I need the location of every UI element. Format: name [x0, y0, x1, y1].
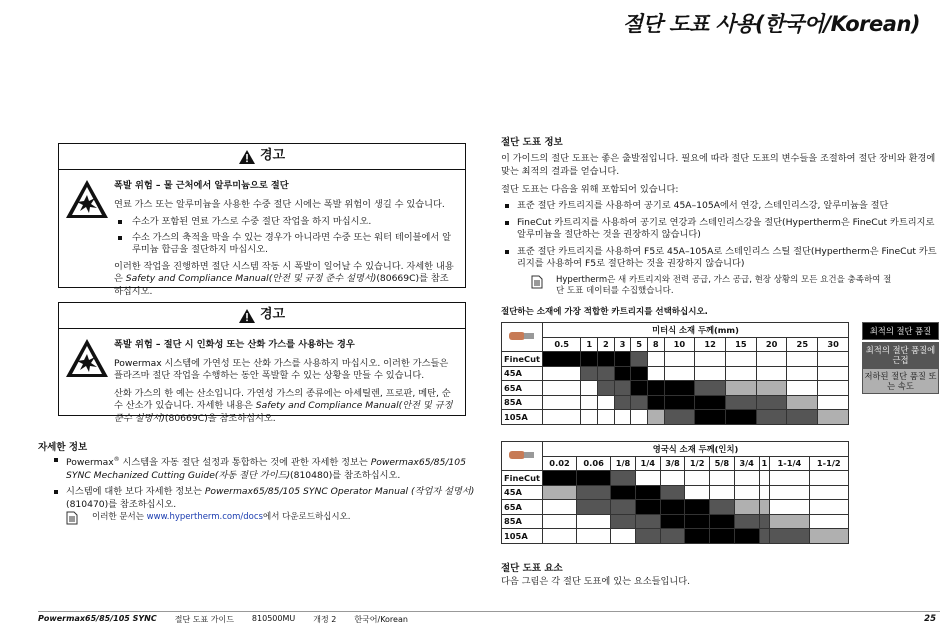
table-row: [502, 485, 849, 500]
warning-box-flammable-gas: [58, 302, 466, 424]
footer-doc: 절단 도표 가이드: [174, 615, 234, 624]
quality-cell: [611, 485, 636, 500]
quality-cell: [710, 471, 735, 486]
quality-cell: [614, 410, 631, 425]
quality-cell: [543, 366, 581, 381]
quality-cell: [787, 366, 818, 381]
torch-cartridge-cell: [502, 442, 543, 471]
quality-cell: [725, 352, 756, 367]
table-title: 미터식 소재 두께(mm): [543, 323, 849, 338]
column-header: 0.06: [577, 456, 611, 471]
quality-cell: [809, 471, 848, 486]
quality-cell: [787, 395, 818, 410]
quality-cell: [631, 381, 648, 396]
quality-cell: [611, 514, 636, 529]
manual-title: Safety and Compliance Manual(안전 및 규정 준수 설명서): [114, 400, 453, 424]
quality-cell: [756, 410, 787, 425]
row-label: 85A: [502, 395, 543, 410]
quality-cell: [664, 366, 695, 381]
quality-cell: [685, 471, 710, 486]
quality-cell: [598, 410, 615, 425]
warning-bullets: [114, 216, 455, 257]
quality-cell: [631, 410, 648, 425]
table-row: [502, 381, 849, 396]
quality-cell: [734, 485, 759, 500]
quality-cell: [809, 514, 848, 529]
elements-text: 다음 그림은 각 절단 도표에 있는 요소들입니다.: [501, 576, 691, 587]
quality-cell: [631, 352, 648, 367]
table-row: [502, 366, 849, 381]
text-span: 에서 다운로드하십시오.: [262, 512, 351, 522]
quality-cell: [770, 485, 809, 500]
warning-heading: 폭발 위험 – 물 근처에서 알루미늄으로 절단: [114, 180, 289, 191]
quality-cell: [710, 500, 735, 515]
column-header: 2: [598, 337, 615, 352]
table-title: 영국식 소재 두께(인치): [543, 442, 849, 457]
quality-cell: [611, 500, 636, 515]
quality-cell: [614, 352, 631, 367]
quality-cell: [685, 514, 710, 529]
quality-cell: [725, 366, 756, 381]
row-label: 45A: [502, 485, 543, 500]
warning-header: [59, 144, 465, 170]
quality-cell: [647, 381, 664, 396]
quality-cell: [734, 500, 759, 515]
text-span: 산화 가스의 한 예는 산소입니다. 가연성 가스의 종류에는 아세틸렌, 프로판, 메탄, 순수 산소가 있습니다. 자세한 내용은: [114, 387, 451, 411]
quality-legend: [862, 322, 939, 394]
quality-cell: [577, 514, 611, 529]
row-label: 45A: [502, 366, 543, 381]
column-header: 3/4: [734, 456, 759, 471]
text-span: (80669C)를 참조하십시오.: [114, 273, 449, 297]
quality-cell: [756, 366, 787, 381]
quality-cell: [577, 485, 611, 500]
quality-cell: [787, 381, 818, 396]
column-header: 15: [725, 337, 756, 352]
footer-rev: 개정 2: [313, 615, 337, 624]
more-info-list: [50, 454, 480, 515]
column-header: 1-1/2: [809, 456, 848, 471]
quality-cell: [660, 529, 685, 544]
quality-cell: [614, 381, 631, 396]
text-span: 이러한 작업을 진행하면 절단 시스템 작동 시 폭발이 일어날 수 있습니다. 자세한 내용은: [114, 260, 454, 284]
row-label: 105A: [502, 529, 543, 544]
page-number: 25: [924, 614, 936, 624]
registered-mark: ®: [113, 456, 120, 463]
table-row: [502, 514, 849, 529]
warning-paragraph: 연료 가스 또는 알루미늄을 사용한 수중 절단 시에는 폭발 위험이 생길 수 있습니다.: [114, 198, 445, 210]
quality-cell: [770, 514, 809, 529]
quality-cell: [660, 514, 685, 529]
cartridge-icon: [507, 330, 537, 342]
text-span: 시스템에 대한 보다 자세한 정보는: [66, 486, 205, 498]
quality-cell: [685, 529, 710, 544]
list-item: 수소 가스의 축적을 막을 수 있는 경우가 아니라면 수중 또는 워터 테이블에서 알루미늄 합금을 절단하지 마십시오.: [130, 232, 455, 257]
docs-note: [92, 512, 351, 523]
row-label: FineCut: [502, 471, 543, 486]
quality-cell: [598, 352, 615, 367]
table-row: [502, 471, 849, 486]
quality-cell: [611, 529, 636, 544]
manual-title: Powermax65/85/105 SYNC Operator Manual (작업자 설명서): [204, 486, 475, 498]
cut-info-note: Hypertherm은 새 카트리지와 전력 공급, 가스 공급, 현장 상황의 모든 요건을 충족하여 절단 도표 데이터를 수집했습니다.: [556, 275, 892, 296]
text-span: 시스템을 자동 절단 설정과 통합하는 것에 관한 자세한 정보는: [119, 457, 371, 469]
column-header: 3: [614, 337, 631, 352]
page-title: 절단 도표 사용(한국어/Korean): [622, 12, 920, 36]
quality-cell: [614, 395, 631, 410]
cut-info-paragraph: 절단 도표는 다음을 위해 포함되어 있습니다:: [501, 184, 679, 195]
quality-cell: [611, 471, 636, 486]
column-header: 0.02: [543, 456, 577, 471]
quality-cell: [770, 529, 809, 544]
row-label: 105A: [502, 410, 543, 425]
quality-cell: [818, 352, 849, 367]
quality-cell: [710, 529, 735, 544]
quality-cell: [725, 381, 756, 396]
text-span: (80669C)을 참조하십시오.: [164, 412, 276, 424]
quality-cell: [581, 395, 598, 410]
quality-cell: [664, 381, 695, 396]
column-header: 3/8: [660, 456, 685, 471]
quality-cell: [664, 395, 695, 410]
column-header: 8: [647, 337, 664, 352]
quality-cell: [543, 395, 581, 410]
page-footer: [38, 611, 940, 625]
column-header: 20: [756, 337, 787, 352]
quality-cell: [543, 514, 577, 529]
warning-triangle-icon: [239, 309, 255, 323]
quality-cell: [581, 366, 598, 381]
footer-part: 810500MU: [251, 614, 296, 623]
warning-triangle-icon: [239, 150, 255, 164]
list-item: FineCut 카트리지를 사용하여 공기로 연강과 스테인리스강을 절단(Hypertherm은 FineCut 카트리지로 알루미늄을 절단하는 것을 권장하지 않습니다): [501, 217, 941, 242]
footer-product: Powermax65/85/105 SYNC: [38, 614, 157, 623]
column-header: 1-1/4: [770, 456, 809, 471]
quality-cell: [759, 529, 770, 544]
column-header: 1/4: [635, 456, 660, 471]
quality-cell: [818, 366, 849, 381]
elements-heading: 절단 도표 요소: [501, 563, 563, 574]
quality-cell: [660, 485, 685, 500]
table-row: [502, 395, 849, 410]
table-row: [502, 500, 849, 515]
imperial-thickness-table: [501, 441, 849, 544]
quality-cell: [577, 500, 611, 515]
quality-cell: [756, 381, 787, 396]
quality-cell: [631, 395, 648, 410]
column-header: 30: [818, 337, 849, 352]
quality-cell: [759, 485, 770, 500]
quality-cell: [635, 514, 660, 529]
quality-cell: [581, 410, 598, 425]
table-row: [502, 529, 849, 544]
cartridge-icon: [507, 449, 537, 461]
warning-header: [59, 303, 465, 329]
quality-cell: [635, 485, 660, 500]
list-item: [50, 486, 480, 511]
quality-cell: [543, 529, 577, 544]
quality-cell: [635, 529, 660, 544]
warning-paragraph: [114, 261, 455, 299]
quality-cell: [725, 410, 756, 425]
quality-cell: [759, 471, 770, 486]
cut-info-heading: 절단 도표 정보: [501, 137, 563, 148]
quality-cell: [635, 471, 660, 486]
quality-cell: [647, 352, 664, 367]
quality-cell: [577, 471, 611, 486]
quality-cell: [660, 471, 685, 486]
warning-label: 경고: [259, 148, 286, 164]
quality-cell: [635, 500, 660, 515]
torch-cartridge-cell: [502, 323, 543, 352]
quality-cell: [695, 352, 726, 367]
quality-cell: [543, 381, 581, 396]
quality-cell: [818, 395, 849, 410]
column-header: 5/8: [710, 456, 735, 471]
quality-cell: [759, 500, 770, 515]
column-header: 10: [664, 337, 695, 352]
quality-cell: [581, 352, 598, 367]
quality-cell: [809, 500, 848, 515]
explosion-hazard-icon: [65, 179, 110, 303]
row-label: FineCut: [502, 352, 543, 367]
manual-title: Powermax65/85/105 SYNC Mechanized Cutting Guide(자동 절단 가이드): [66, 457, 466, 481]
warning-box-water-explosion: [58, 143, 466, 297]
quality-cell: [734, 471, 759, 486]
quality-cell: [647, 395, 664, 410]
quality-cell: [647, 366, 664, 381]
metric-thickness-table: [501, 322, 849, 425]
quality-cell: [756, 352, 787, 367]
quality-cell: [809, 529, 848, 544]
quality-cell: [664, 410, 695, 425]
quality-cell: [581, 381, 598, 396]
footer-lang: 한국어/Korean: [354, 615, 408, 624]
table-row: [502, 410, 849, 425]
quality-cell: [664, 352, 695, 367]
text-span: Powermax: [66, 457, 114, 469]
quality-cell: [734, 514, 759, 529]
select-cartridge-heading: 절단하는 소재에 가장 적합한 카트리지를 선택하십시오.: [501, 307, 708, 317]
row-label: 85A: [502, 514, 543, 529]
quality-cell: [685, 500, 710, 515]
quality-cell: [770, 500, 809, 515]
quality-cell: [809, 485, 848, 500]
warning-paragraph: [114, 388, 455, 426]
quality-cell: [598, 395, 615, 410]
warning-paragraph: Powermax 시스템에 가연성 또는 산화 가스를 사용하지 마십시오. 이러한 가스들은 플라즈마 절단 작업을 수행하는 동안 폭발할 수 있는 상황을 만들 수 있습니다.: [114, 357, 449, 381]
note-document-icon: [66, 511, 78, 525]
column-header: 1/2: [685, 456, 710, 471]
quality-cell: [695, 410, 726, 425]
note-document-icon: [531, 275, 543, 289]
list-item: 수소가 포함된 연료 가스로 수중 절단 작업을 하지 마십시오.: [130, 216, 455, 229]
quality-cell: [543, 471, 577, 486]
warning-label: 경고: [259, 307, 286, 323]
text-span: 이러한 문서는: [92, 512, 147, 522]
quality-cell: [695, 381, 726, 396]
column-header: 0.5: [543, 337, 581, 352]
cut-info-paragraph: 이 가이드의 절단 도표는 좋은 출발점입니다. 필요에 따라 절단 도표의 변수들을 조절하여 절단 장비와 환경에 맞는 최적의 결과를 얻습니다.: [501, 153, 936, 177]
list-item: [50, 454, 480, 482]
quality-cell: [787, 352, 818, 367]
column-header: 1: [581, 337, 598, 352]
column-header: 1/8: [611, 456, 636, 471]
docs-link[interactable]: www.hypertherm.com/docs: [146, 512, 263, 522]
list-item: 표준 절단 카트리지를 사용하여 공기로 45A–105A에서 연강, 스테인리스강, 알루미늄을 절단: [501, 200, 941, 213]
quality-cell: [725, 395, 756, 410]
quality-cell: [710, 514, 735, 529]
legend-best: 최적의 절단 품질: [862, 322, 939, 340]
column-header: 25: [787, 337, 818, 352]
cut-info-list: [501, 200, 941, 275]
quality-cell: [756, 395, 787, 410]
quality-cell: [598, 381, 615, 396]
list-item: 표준 절단 카트리지를 사용하여 F5로 45A–105A로 스테인리스 스틸 절단(Hypertherm은 FineCut 카트리지를 사용하여 F5로 절단하는 것을 권장하지 않습니다): [501, 246, 941, 271]
quality-cell: [543, 500, 577, 515]
quality-cell: [660, 500, 685, 515]
quality-cell: [577, 529, 611, 544]
quality-cell: [543, 485, 577, 500]
row-label: 65A: [502, 500, 543, 515]
quality-cell: [598, 366, 615, 381]
column-header: 1: [759, 456, 770, 471]
quality-cell: [631, 366, 648, 381]
quality-cell: [710, 485, 735, 500]
quality-cell: [614, 366, 631, 381]
legend-near: 최적의 절단 품질에 근접: [862, 342, 939, 368]
quality-cell: [734, 529, 759, 544]
quality-cell: [647, 410, 664, 425]
quality-cell: [543, 352, 581, 367]
table-row: [502, 352, 849, 367]
more-info-heading: 자세한 정보: [38, 442, 88, 453]
quality-cell: [818, 410, 849, 425]
quality-cell: [787, 410, 818, 425]
text-span: (810480)를 참조하십시오.: [290, 469, 401, 481]
legend-lower: 저하된 절단 품질 또는 속도: [862, 368, 939, 394]
column-header: 12: [695, 337, 726, 352]
quality-cell: [543, 410, 581, 425]
quality-cell: [685, 485, 710, 500]
warning-heading: 폭발 위험 – 절단 시 인화성 또는 산화 가스를 사용하는 경우: [114, 339, 355, 350]
quality-cell: [818, 381, 849, 396]
explosion-hazard-icon: [65, 338, 110, 430]
quality-cell: [770, 471, 809, 486]
quality-cell: [695, 366, 726, 381]
column-header: 5: [631, 337, 648, 352]
quality-cell: [759, 514, 770, 529]
quality-cell: [695, 395, 726, 410]
row-label: 65A: [502, 381, 543, 396]
text-span: (810470)를 참조하십시오.: [66, 498, 177, 510]
manual-title: Safety and Compliance Manual(안전 및 규정 준수 설명서): [125, 273, 377, 284]
